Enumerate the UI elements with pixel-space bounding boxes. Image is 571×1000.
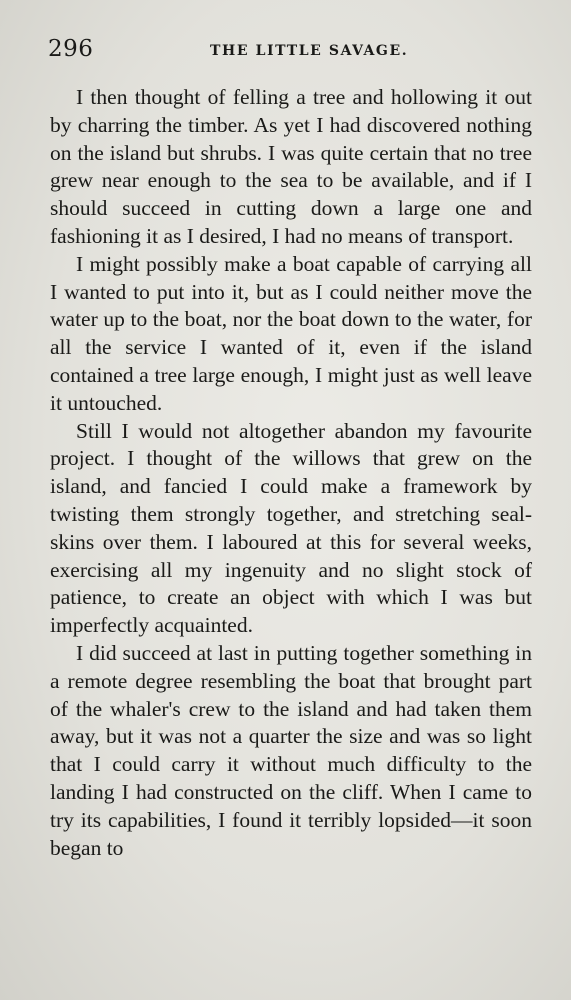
page-header	[48, 34, 533, 64]
paragraph-2: I might possibly make a boat capable of carrying all I wanted to put into it, but as I could neither move the water up to the boat, nor the boat down to the water, for all the service I wanted of it, even if the island contained a tree large enough, I might just as well leave it untouched.	[50, 251, 532, 415]
body-text	[50, 84, 532, 862]
paragraph-1: I then thought of felling a tree and hollowing it out by charring the timber. As yet I had discovered nothing on the island but shrubs. I was quite certain that no tree grew near enough to the sea to be available, and if I should succeed in cutting down a large one and fashioning it as I desired, I had no means of transport.	[50, 85, 532, 248]
paragraph-4: I did succeed at last in putting together something in a remote degree resembling the boat that brought part of the whaler's crew to the island and had taken them away, but it was not a quarter the size and was so light that I could carry it without much difficulty to the landing I had constructed on the cliff. When I came to try its capabilities, I found it terribly lopsided—it soon began to	[50, 640, 532, 860]
running-title: THE LITTLE SAVAGE.	[210, 43, 409, 59]
paragraph-3: Still I would not altogether abandon my favourite project. I thought of the willows that grew on the island, and fancied I could make a framework by twisting them strongly together, and stretching seal-skins over them. I laboured at this for several weeks, exercising all my ingenuity and no slight stock of patience, to create an object with which I was but imperfectly acquainted.	[50, 418, 532, 638]
page-number: 296	[48, 36, 94, 62]
